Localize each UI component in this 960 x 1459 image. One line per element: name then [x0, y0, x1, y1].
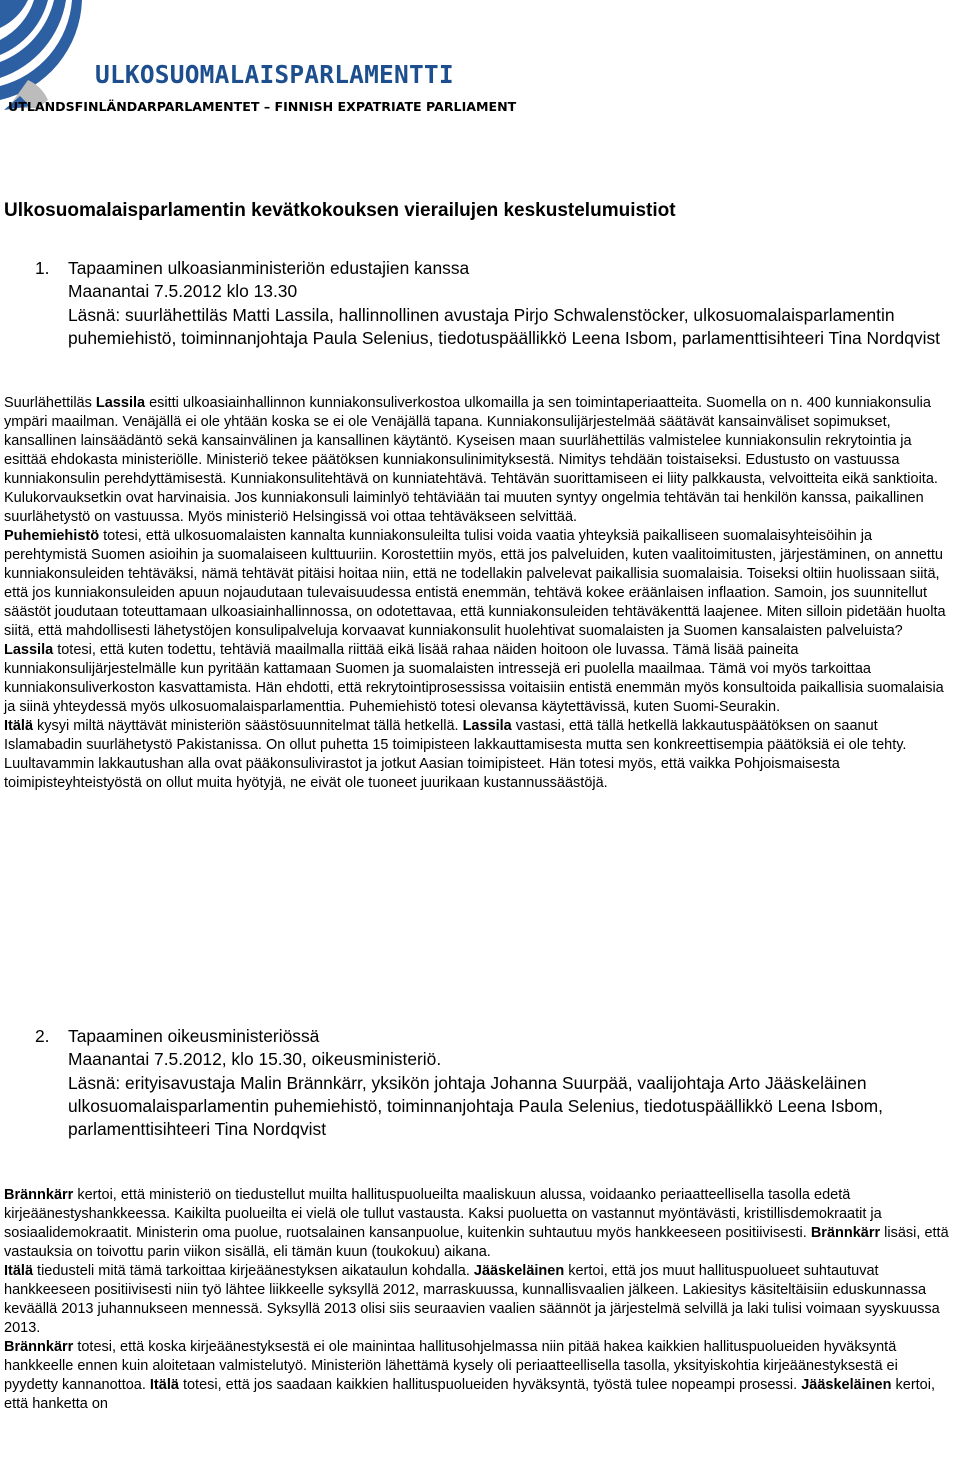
speaker-name: Itälä — [4, 1263, 34, 1279]
speaker-name: Puhemiehistö — [4, 528, 100, 544]
paragraph-text: kertoi, että jos muut hallituspuolueet suhtautuvat hankkeeseen positiivisesti niin työ lähtee liikkeelle syksyllä 2012, marraskuussa, kunnallisvaalien jälkeen. Lakiesitys käsiteltäisiin eduskunnassa keväällä 2013 juhannukseen mennessä. Syksyllä 2013 olisi siis seuraavien vaalien säännöt ja järjestelmä selvillä ja laki tulisi voimaan syyskuussa 2013. — [4, 1263, 940, 1336]
paragraph-text: kertoi, että hanketta on — [4, 1377, 935, 1412]
paragraph-text: lisäsi, että vastauksia on toivottu parin viikon sisällä, eli tämän kuun (toukokuu) aikana. — [4, 1225, 949, 1260]
paragraph-text: kertoi, että ministeriö on tiedustellut muilta hallituspuolueilta maaliskuun alussa, voidaanko periaatteellisella tasolla edetä kirjeäänestyshankkeessa. Kaikilta puolueilta ei vielä ole tullut vastausta. Kaksi puoluetta on vastannut myöntävästi, kristillisdemokraatit ja sosiaalidemokraatit. Ministerin oma puolue, ruotsalainen kansanpuolue, kuitenkin suhtautuu myös hankkeeseen positiivisesti. — [4, 1187, 882, 1241]
meeting1-number: 1. — [35, 258, 50, 278]
meeting1-header — [35, 257, 950, 350]
meeting1-body — [4, 394, 950, 793]
speaker-name: Itälä — [4, 718, 34, 734]
meeting2-body — [4, 1186, 950, 1414]
paragraph-text: totesi, että jos saadaan kaikkien hallituspuolueiden hyväksyntä, työstä tulee nopeampi prosessi. — [178, 1377, 802, 1393]
org-title: ULKOSUOMALAISPARLAMENTTI — [95, 60, 454, 89]
document-title: Ulkosuomalaisparlamentin kevätkokouksen vierailujen keskustelumuistiot — [4, 200, 676, 221]
meeting2-header — [35, 1025, 950, 1141]
parliament-logo — [0, 0, 90, 112]
speaker-name: Lassila — [4, 642, 54, 658]
paragraph-text: totesi, että ulkosuomalaisten kannalta kunniakonsuleilta tulisi voida vaatia yhteyksiä paikalliseen suomalaisyhteisöihin ja perehtymistä Suomen asioihin ja suomalaiseen kulttuuriin. Korostettiin myös, että jos palveluiden, kuten vaalitoimitusten, järjestäminen, on annettu kunniakonsuleiden tehtäväksi, nämä tehtävät pitäisi hoitaa niin, että ne todellakin palvelevat paikallisia suomalaisia. Toiseksi oltiin huolissaan siitä, että jos kunniakonsuleiden apuun nojaudutaan tulevaisuudessa entistä enemmän, tehtävä kokee eräänlaisen inflaation. Samoin, jos suunnitellut säästöt joudutaan toteuttamaan ulkoasiainhallinnossa, on odotettavaa, että kunniakonsuleiden tehtäväkenttä laajenee. Miten silloin pidetään huolta siitä, että mahdollisesti lähetystöjen konsulipalveluja korvaavat kunniakonsulit huolehtivat suomalaisten ja Suomen kansalaisten palveluista? — [4, 528, 946, 639]
speaker-name: Brännkärr — [4, 1339, 74, 1355]
org-subtitle: UTLANDSFINLÄNDARPARLAMENTET – FINNISH EXPATRIATE PARLIAMENT — [8, 99, 517, 114]
text-span: Suurlähettiläs — [4, 395, 96, 411]
speaker-name: Lassila — [95, 395, 146, 411]
speaker-name: Jääskeläinen — [801, 1377, 892, 1393]
meeting1-date: Maanantai 7.5.2012 klo 13.30 — [68, 281, 298, 302]
speaker-name: Brännkärr — [4, 1187, 74, 1203]
paragraph-text: vastasi, että tällä hetkellä lakkautuspäätöksen on saanut Islamabadin suurlähetystö Pakistanissa. On ollut puhetta 15 toimipisteen lakkauttamisesta mutta sen konkreettisempia päätöksiä ei ole tehty. Luultavammin lakkautushan alla ovat pääkonsulivirastot ja jotkut Aasian toimipisteet. Hän totesi myös, että vaikka Pohjoismaisesta toimipisteyhteistyöstä on ollut muita hyötyjä, ne eivät ole tuoneet juurikaan kustannussäästöjä. — [4, 718, 907, 791]
speaker-name: Lassila — [462, 718, 512, 734]
speaker-name: Brännkärr — [810, 1225, 881, 1241]
speaker-name: Jääskeläinen — [473, 1263, 565, 1279]
paragraph-text: totesi, että koska kirjeäänestyksestä ei ole mainintaa hallitusohjelmassa niin pitää hakea kaikkien hallituspuolueiden hyväksyntä hankkeelle ennen kuin aloitetaan valmistelutyö. Ministeriön lähettämä kysely oli periaatteellisella tasolla, yksityiskohtia kirjeäänestyksestä ei pyydetty kannanottoa. — [4, 1339, 898, 1393]
meeting1-heading: Tapaaminen ulkoasianministeriön edustajien kanssa — [68, 258, 470, 278]
paragraph-text: kysyi miltä näyttävät ministeriön säästösuunnitelmat tällä hetkellä. — [33, 718, 463, 734]
paragraph-text: esitti ulkoasiainhallinnon kunniakonsuliverkostoa ulkomailla ja sen toimintaperiaatteita. Suomella on n. 400 kunniakonsulia ympäri maailman. Venäjällä ei ole yhtään koska se ei ole Venäjällä tapana. Kunniakonsulijärjestelmää säätävät kansainväliset sopimukset, kansallinen lainsäädäntö sekä kansainvälinen ja kansallinen käytäntö. Kyseisen maan suurlähettiläs valmistelee kunniakonsulin rekrytointia ja esittää ehdokasta ministeriölle. Ministeriö tekee päätöksen kunniakonsulinimityksestä. Nimitys tehdään toistaiseksi. Edustusto on vastuussa kunniakonsulin perehdyttämisestä. Kunniakonsulitehtävä on kunniatehtävä. Tehtävän suorittamiseen ei liity palkkausta, velvoitteita eikä sanktioita. Kulukorvauksetkin ovat harvinaisia. Jos kunniakonsuli laiminlyö tehtäviään tai muuten syntyy ongelmia tehtävän tai henkilön kanssa, paikallinen suurlähetystö on vastuussa. Myös ministeriö Helsingissä voi ottaa tehtäväkseen selvittää. — [4, 395, 938, 525]
meeting2-date: Maanantai 7.5.2012, klo 15.30, oikeusministeriö. — [68, 1049, 442, 1070]
meeting2-heading: Tapaaminen oikeusministeriössä — [68, 1026, 320, 1046]
paragraph-text: tiedusteli mitä tämä tarkoittaa kirjeäänestyksen aikataulun kohdalla. — [33, 1263, 474, 1279]
meeting2-present: Läsnä: erityisavustaja Malin Brännkärr, yksikön johtaja Johanna Suurpää, vaalijohtaja Arto Jääskeläinen ulkosuomalaisparlamentin puhemiehistö, toiminnanjohtaja Paula Selenius, tiedotuspäällikkö Leena Isbom, parlamenttisihteeri Tina Nordqvist — [68, 1072, 883, 1140]
speaker-name: Itälä — [149, 1377, 179, 1393]
meeting1-present: Läsnä: suurlähettiläs Matti Lassila, hallinnollinen avustaja Pirjo Schwalenstöcker, ulkosuomalaisparlamentin puhemiehistö, toiminnanjohtaja Paula Selenius, tiedotuspäällikkö Leena Isbom, parlamenttisihteeri Tina Nordqvist — [68, 304, 940, 348]
meeting2-number: 2. — [35, 1026, 50, 1046]
paragraph-text: totesi, että kuten todettu, tehtäviä maailmalla riittää eikä lisää rahaa näiden hoitoon ole luvassa. Tämä lisää paineita kunniakonsulijärjestelmälle kun pyritään kattamaan Suomen ja suomalaisten intressejä eri puolella maailmaa. Tämä voi myös tarkoittaa kunniakonsuliverkoston kasvattamista. Hän ehdotti, että rekrytointiprosessissa voitaisiin entistä enemmän myös konsultoida paikallisia suomalaisia ja siinä yhteydessä myös ulkosuomalaisparlamenttia. Puhemiehistö totesi olevansa käytettävissä, kuten Suomi-Seurakin. — [4, 642, 944, 715]
